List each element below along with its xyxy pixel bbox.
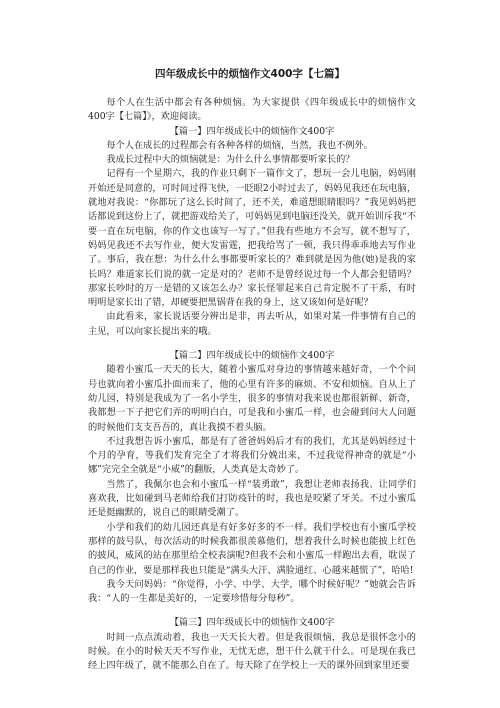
paragraph: 当然了，我佩尔也会和小蜜瓜一样“装勇敢”，我想让老师表扬我、让同学们喜欢我，比如碰到马老师给我们打防疫针的时，我也是咬紧了牙关。不过小蜜瓜还是挺幽默的，说自己的眼睛受潮了。	[88, 478, 416, 519]
paragraph: 时间一点点流动着，我也一天天长大着。但是我很烦恼，我总是很怀念小的时候。在小的时候天天不写作业，无忧无虑，想干什么就干什么。可是现在我已经上四年级了，就不能那么自在了。每天除了在学校上一天的课外回到家里还要	[88, 631, 416, 672]
document-title: 四年级成长中的烦恼作文400字【七篇】	[155, 68, 345, 80]
document-body	[88, 96, 416, 674]
paragraph: 我成长过程中大的烦恼就是：为什么什么事情都要听家长的？	[106, 154, 355, 166]
paragraph: 每个人在成长的过程都会有各种各样的烦恼，当然，我也不例外。	[106, 139, 373, 151]
section-heading: 【篇一】四年级成长中的烦恼作文400字	[169, 125, 335, 137]
section-heading: 【篇三】四年级成长中的烦恼作文400字	[169, 617, 335, 629]
paragraph: 随着小蜜瓜一天天的长大，随着小蜜瓜对身边的事情越来越好奇，一个个问号也就向着小蜜瓜扑面而来了，他的心里有许多的麻烦、不安和烦恼。自从上了幼儿园，特别是我成为了一名小学生，很多的事情对我来说也都很新鲜、新奇，我都想一下子把它们弄的明明白白，可是我和小蜜瓜一样，也会碰到问大人问题的时候他们支支吾吾的，真让我摸不着头脑。	[88, 364, 416, 433]
intro-paragraph: 每个人在生活中都会有各种烦恼。为大家提供《四年级成长中的烦恼作文400字【七篇】》，欢迎阅读。	[88, 97, 416, 123]
paragraph: 记得有一个星期六，我的作业只剩下一篇作文了，想玩一会儿电脑，妈妈刚开始还是同意的，可时间过得飞快，一眨眼2小时过去了，妈妈见我还在玩电脑，就地对我说：“你都玩了这么长时间了，还不关，难道想眼睛眼吗？”我见妈妈把话都说到这份上了，就把游戏给关了，可妈妈见到电脑还没关，就开始训斥我“不要一直在玩电脑，你的作文也该写一写了。”但我有些地方不会写，就不想写了，妈妈见我还不去写作业，便大发雷霆，把我给骂了一顿，我只得乖乖地去写作业了。事后，我在想：为什么什么事都要听家长的？难到就是因为他(她)是我的家长吗？难道家长们说的就一定是对的？老师不是曾经说过每一个人都会犯错吗？那家长吵时的万一是错的又该怎么办？家长怪罪起来自己肯定脱不了干系，有时明明是家长出了错，却硬要把黑锅背在我的身上，这又该如何是好呢？	[88, 168, 416, 309]
paragraph: 小学和我们的幼儿园还真是有好多好多的不一样。我们学校也有小蜜瓜学校那样的鼓号队，每次活动的时候我都很羡慕他们，想着我什么时候也能披上红色的披风，威风的站在那里给全校表演呢?但我不会和小蜜瓜一样跑出去看，耽误了自己的作业，要是那样我也只能是“满头大汗、满脸通红、心越来越慌了”，哈哈!	[88, 521, 416, 576]
paragraph: 不过我想告诉小蜜瓜，都是有了爸爸妈妈后才有的我们，尤其是妈妈经过十个月的孕育，等我们发育完全了才将我们分娩出来，不过我觉得神奇的就是“小娜”完完全全就是“小威”的翻版，人类真是太奇妙了。	[88, 435, 416, 476]
section-heading: 【篇二】四年级成长中的烦恼作文400字	[169, 350, 335, 362]
section-gap	[88, 606, 416, 616]
section-gap	[88, 339, 416, 349]
paragraph: 由此看来，家长说话要分辨出是非，再去听从，如果对某一件事情有自己的主见，可以向家长提出来的哦。	[88, 311, 416, 337]
paragraph: 我今天问妈妈：“你觉得，小学、中学、大学，哪个时候好呢？”她就会告诉我：“人的一生都是美好的，一定要珍惜每分每秒”。	[88, 578, 416, 605]
